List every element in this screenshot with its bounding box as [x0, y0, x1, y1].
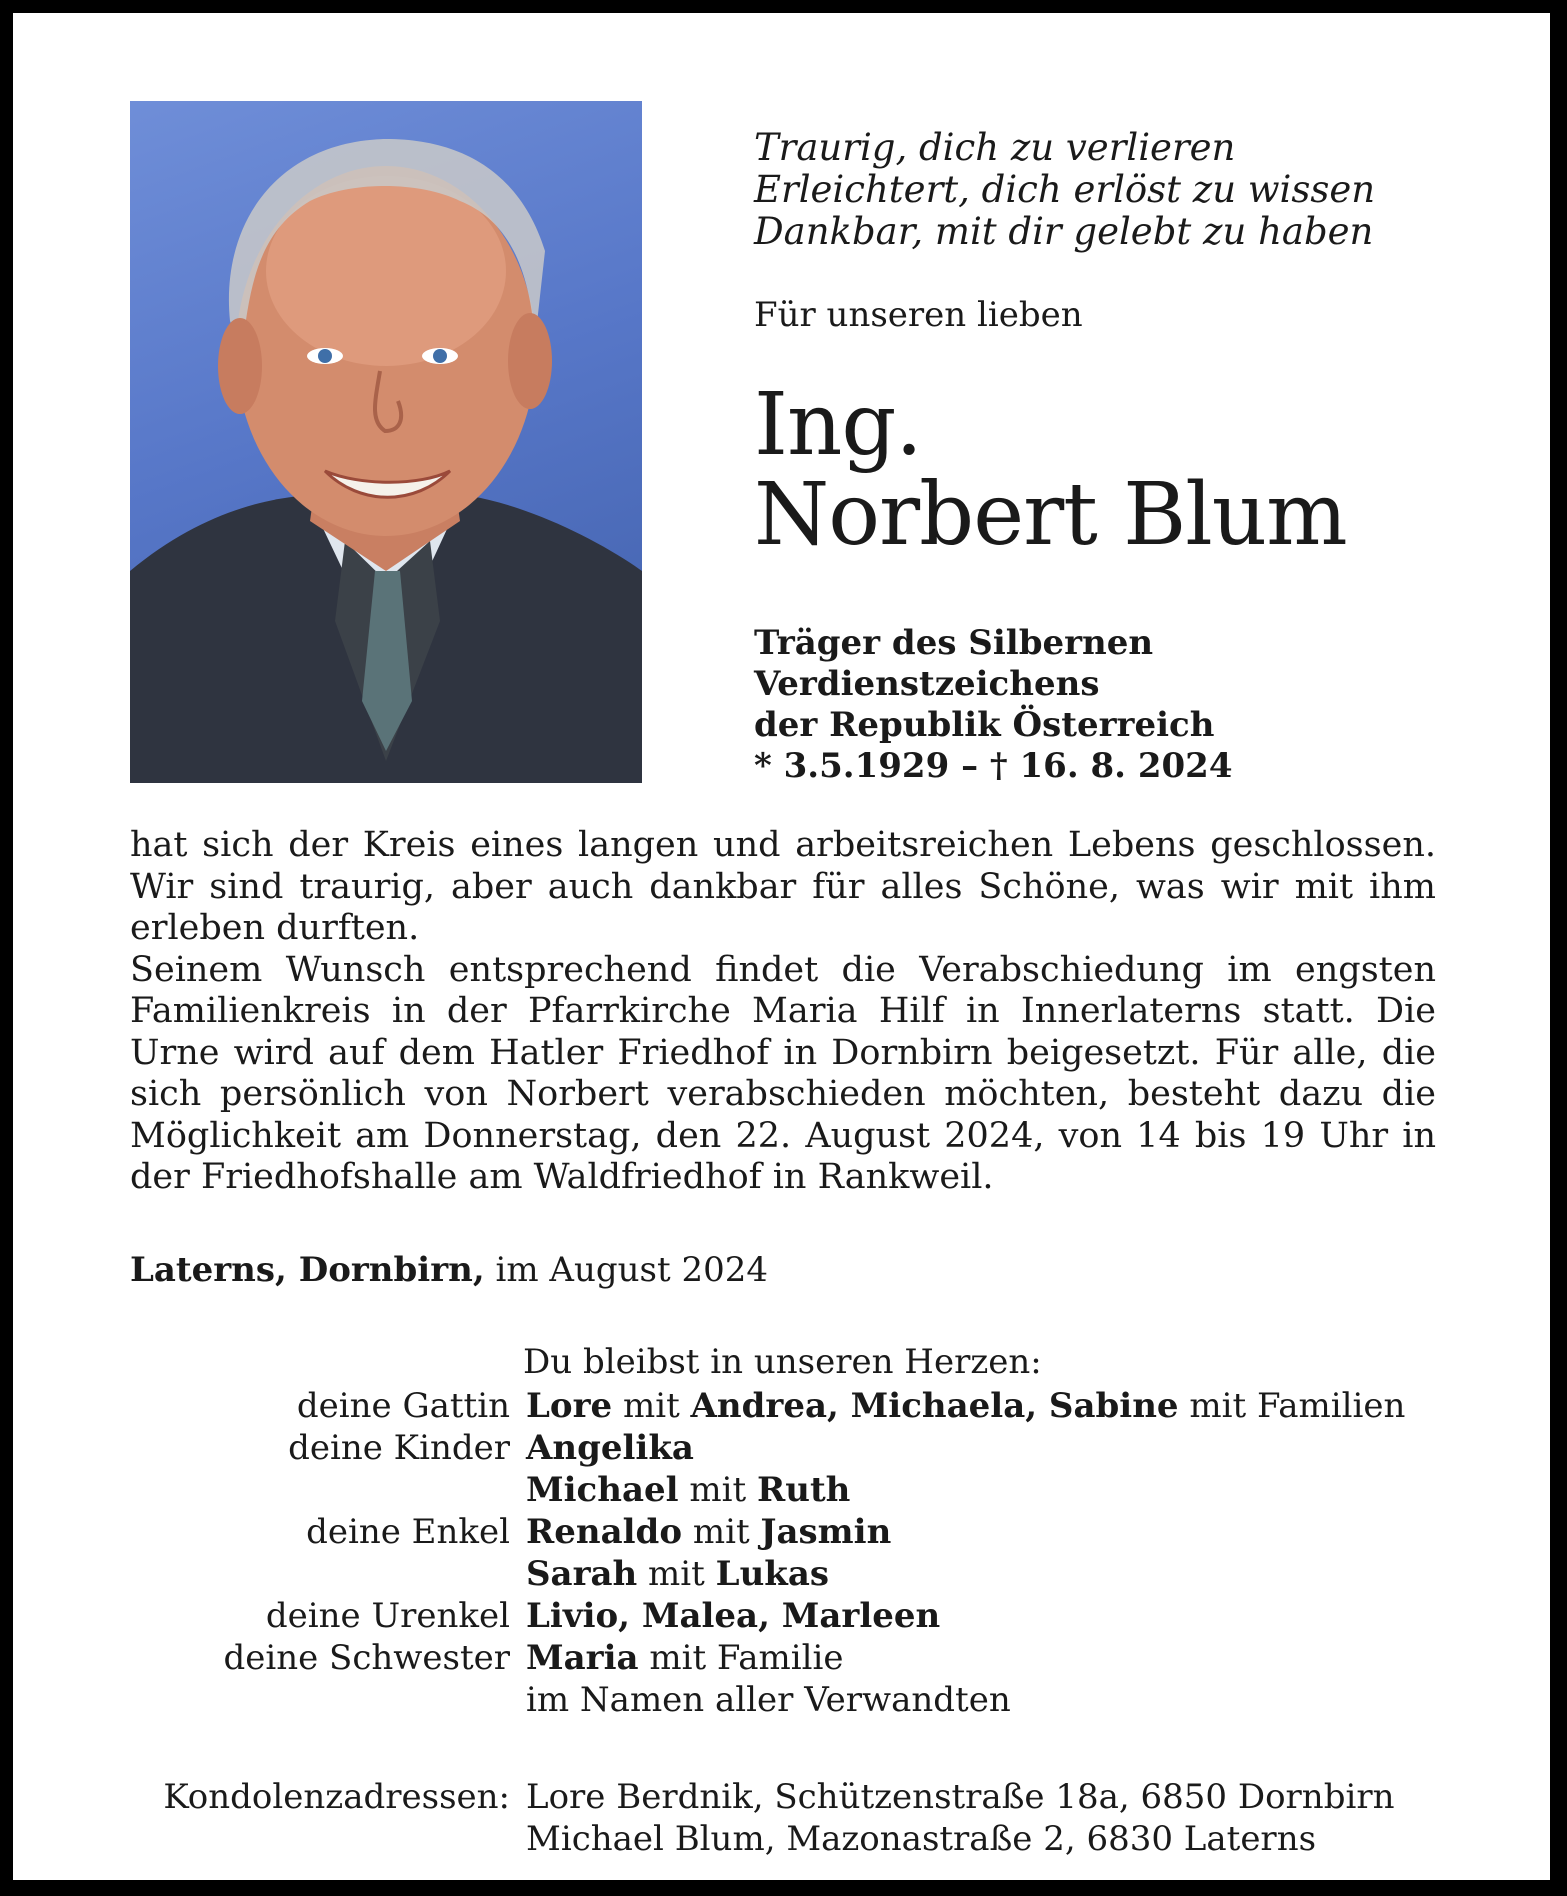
relation-label: deine Enkel	[306, 1512, 510, 1552]
condolence-label: Kondolenzadressen:	[163, 1777, 510, 1817]
connector: mit	[682, 1512, 761, 1552]
family-row-gattin	[130, 1385, 1450, 1427]
relation-label-empty	[130, 1818, 526, 1860]
relation-names	[526, 1511, 891, 1553]
name-bold: Jasmin	[760, 1512, 892, 1552]
connector: mit	[678, 1470, 757, 1510]
relation-names	[526, 1553, 829, 1595]
family-row-verwandte	[130, 1679, 1450, 1721]
relation-names	[526, 1595, 940, 1637]
intro-text: Für unseren lieben	[754, 295, 1083, 335]
connector: mit	[612, 1386, 691, 1426]
honor-line: Verdienstzeichens	[754, 664, 1100, 704]
family-row-schwester	[130, 1637, 1450, 1679]
verse-line: Traurig, dich zu verlieren	[754, 126, 1236, 169]
name-bold: Livio, Malea, Marleen	[526, 1596, 941, 1636]
connector: mit Familie	[638, 1638, 844, 1678]
date-text: im August 2024	[484, 1250, 768, 1290]
verse-line: Erleichtert, dich erlöst zu wissen	[754, 168, 1376, 211]
name-bold: Lukas	[715, 1554, 830, 1594]
paragraph: hat sich der Kreis eines langen und arbeitsreichen Lebens geschlossen. Wir sind traurig, aber auch dankbar für alles Schöne, was wir mit ihm erleben durften.	[130, 825, 1436, 948]
obituary-page	[13, 13, 1550, 1880]
relation-names	[526, 1427, 694, 1469]
relation-label-empty	[130, 1679, 526, 1721]
name-bold: Michael	[526, 1470, 679, 1510]
name-bold: Sarah	[526, 1554, 638, 1594]
life-dates: * 3.5.1929 – † 16. 8. 2024	[754, 746, 1233, 786]
relation-names	[526, 1385, 1405, 1427]
relation-label: deine Gattin	[296, 1386, 510, 1426]
connector: mit Familien	[1178, 1386, 1406, 1426]
name-bold: Renaldo	[526, 1512, 683, 1552]
name-bold: Maria	[526, 1638, 639, 1678]
name-bold: Andrea, Michaela, Sabine	[690, 1386, 1179, 1426]
name-bold: Ruth	[756, 1470, 851, 1510]
relation-label: deine Urenkel	[265, 1596, 510, 1636]
place-names: Laterns, Dornbirn,	[130, 1250, 485, 1290]
honor-line: der Republik Österreich	[754, 705, 1215, 745]
verse-line: Dankbar, mit dir gelebt zu haben	[754, 210, 1374, 253]
condolence-address: Lore Berdnik, Schützenstraße 18a, 6850 Dornbirn	[526, 1777, 1395, 1817]
name-bold: Angelika	[526, 1428, 694, 1468]
relatives-note: im Namen aller Verwandten	[526, 1680, 1011, 1720]
family-row-urenkel	[130, 1595, 1450, 1637]
relation-names	[526, 1469, 850, 1511]
deceased-name	[754, 375, 1347, 565]
family-row-enkel-2	[130, 1553, 1450, 1595]
condolence-address: Michael Blum, Mazonastraße 2, 6830 Laterns	[526, 1819, 1317, 1859]
announcement-text	[130, 825, 1436, 1199]
relation-label: deine Schwester	[223, 1638, 510, 1678]
connector: mit	[637, 1554, 716, 1594]
relation-label-empty	[130, 1553, 526, 1595]
relation-names	[526, 1637, 843, 1679]
place-date	[130, 1250, 768, 1290]
condolence-row	[130, 1818, 1450, 1860]
family-row-kinder-2	[130, 1469, 1450, 1511]
condolence-row	[130, 1776, 1450, 1818]
relation-label: deine Kinder	[288, 1428, 510, 1468]
name-bold: Lore	[526, 1386, 613, 1426]
honors-block	[754, 623, 1232, 787]
honor-line: Träger des Silbernen	[754, 623, 1154, 663]
family-list	[130, 1385, 1450, 1721]
condolence-addresses	[130, 1776, 1450, 1860]
memorial-verse	[754, 127, 1375, 253]
portrait-photo	[130, 101, 642, 783]
herzen-heading: Du bleibst in unseren Herzen:	[523, 1342, 1042, 1382]
name-title: Ing.	[754, 375, 922, 475]
family-row-kinder	[130, 1427, 1450, 1469]
family-row-enkel	[130, 1511, 1450, 1553]
paragraph: Seinem Wunsch entsprechend findet die Verabschiedung im engsten Familienkreis in der Pfarrkirche Maria Hilf in Innerlaterns statt. Die Urne wird auf dem Hatler Friedhof in Dornbirn beigesetzt. Für alle, die sich persönlich von Norbert verabschieden möchten, besteht dazu die Möglichkeit am Donnerstag, den 22. August 2024, von 14 bis 19 Uhr in der Friedhofshalle am Waldfriedhof in Rankweil.	[130, 949, 1436, 1197]
relation-label-empty	[130, 1469, 526, 1511]
name-full: Norbert Blum	[754, 465, 1347, 565]
